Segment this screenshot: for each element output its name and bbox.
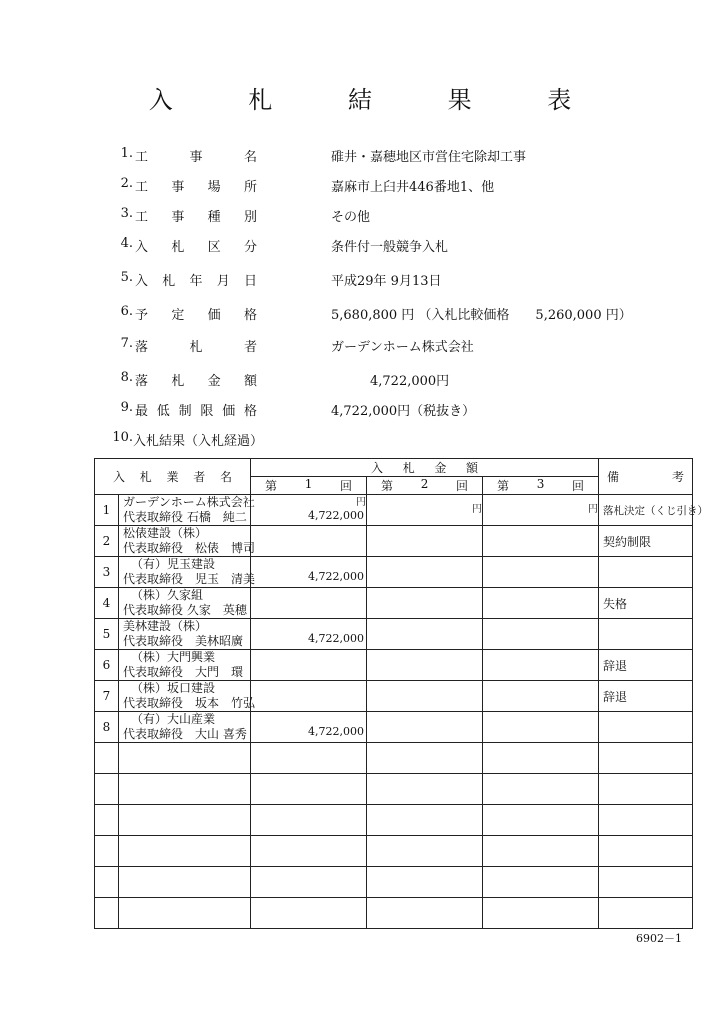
amount-value xyxy=(483,660,598,670)
info-label-char: 札 xyxy=(171,374,185,389)
bidder-cell xyxy=(119,619,251,650)
empty-cell xyxy=(119,805,251,836)
header-amount xyxy=(251,459,599,477)
info-label-char: 日 xyxy=(243,274,257,289)
representative-name: 代表取締役 久家 英穂 xyxy=(123,603,247,617)
amount-value xyxy=(483,629,598,639)
amount-value xyxy=(367,660,482,670)
representative-name: 代表取締役 坂本 竹弘 xyxy=(123,696,256,710)
info-row xyxy=(105,370,705,390)
yen-unit: 円 xyxy=(472,504,483,515)
empty-cell xyxy=(483,836,599,867)
company-name: ガーデンホーム株式会社 xyxy=(123,495,255,509)
header-round-label-char: 回 xyxy=(339,479,352,493)
header-round-label-char: 回 xyxy=(455,479,468,493)
info-label xyxy=(135,336,257,355)
representative-name: 代表取締役 児玉 清美 xyxy=(123,572,256,586)
empty-cell xyxy=(95,805,119,836)
info-value: ガーデンホーム株式会社 xyxy=(331,340,474,355)
empty-cell xyxy=(251,774,367,805)
note-cell xyxy=(599,619,693,650)
amount-value: 4,722,000 xyxy=(308,570,365,583)
header-round-label-char: 1 xyxy=(304,477,313,491)
empty-cell xyxy=(251,743,367,774)
row-number: 2 xyxy=(95,526,119,557)
representative-name: 代表取締役 大門 環 xyxy=(123,665,244,679)
amount-value: 4,722,000 xyxy=(308,509,365,522)
empty-cell xyxy=(251,867,367,898)
info-label-char: 格 xyxy=(243,404,257,419)
table-row xyxy=(95,650,693,681)
bidder-cell xyxy=(119,681,256,712)
amount-value xyxy=(367,536,482,546)
round-3-amount xyxy=(483,712,599,743)
info-row xyxy=(105,270,705,290)
page-number: 6902－1 xyxy=(636,932,682,945)
amount-value xyxy=(367,722,482,732)
yen-unit: 円 xyxy=(356,497,367,508)
amount-value xyxy=(483,598,598,608)
round-3-amount xyxy=(483,495,599,526)
company-name: （有）児玉建設 xyxy=(131,557,216,571)
info-label-char: 限 xyxy=(200,404,214,419)
empty-cell xyxy=(483,743,599,774)
row-number: 3 xyxy=(95,557,119,588)
table-row xyxy=(95,681,693,712)
row-number: 1 xyxy=(95,495,119,526)
round-1-amount xyxy=(251,650,367,681)
round-1-amount xyxy=(251,557,367,588)
bid-results-table-wrap xyxy=(94,458,709,921)
info-row xyxy=(105,206,705,226)
bidder-cell xyxy=(119,495,255,526)
note-cell xyxy=(599,712,693,743)
round-3-amount xyxy=(483,588,599,619)
header-bidder-label-char: 名 xyxy=(220,470,233,484)
info-label-char: 金 xyxy=(207,374,221,389)
header-round-label-char: 第 xyxy=(381,479,394,493)
info-label-char: 格 xyxy=(243,308,257,323)
row-number: 4 xyxy=(95,588,119,619)
round-1-amount xyxy=(251,495,367,526)
info-label-char: 予 xyxy=(135,308,149,323)
info-label xyxy=(135,370,257,389)
info-label xyxy=(135,236,257,255)
round-2-amount xyxy=(367,650,483,681)
empty-cell xyxy=(251,805,367,836)
empty-cell xyxy=(119,774,251,805)
info-label-char: 札 xyxy=(162,274,176,289)
empty-cell xyxy=(483,898,599,929)
note-cell: 辞退 xyxy=(599,681,693,712)
empty-cell xyxy=(95,836,119,867)
header-round-label xyxy=(367,477,482,494)
round-1-amount xyxy=(251,619,367,650)
empty-cell xyxy=(367,867,483,898)
header-bidder-label-char: 業 xyxy=(166,470,179,484)
table-row xyxy=(95,588,693,619)
bid-results-table xyxy=(94,458,709,929)
bidder-cell xyxy=(119,650,251,681)
info-row xyxy=(105,336,705,356)
info-label-char: 区 xyxy=(207,240,221,255)
info-value: 碓井・嘉穂地区市営住宅除却工事 xyxy=(331,150,527,165)
round-2-amount xyxy=(367,557,483,588)
info-label: 入札結果（入札経過） xyxy=(133,434,264,449)
yen-unit: 円 xyxy=(588,504,599,515)
info-row xyxy=(105,146,705,166)
company-name: （株）久家組 xyxy=(131,588,204,602)
empty-cell xyxy=(599,836,693,867)
info-label-char: 最 xyxy=(135,404,149,419)
table-row xyxy=(95,495,693,526)
note-cell: 落札決定（くじ引き） xyxy=(599,495,693,526)
info-label xyxy=(135,400,257,419)
header-amount-label-char: 金 xyxy=(434,461,447,475)
empty-cell xyxy=(483,805,599,836)
header-round-label-char: 回 xyxy=(572,479,585,493)
empty-cell xyxy=(119,867,251,898)
empty-cell xyxy=(251,898,367,929)
table-row xyxy=(95,557,693,588)
info-label-char: 価 xyxy=(222,404,236,419)
info-label xyxy=(135,206,257,225)
representative-name: 代表取締役 松俵 博司 xyxy=(123,541,256,555)
amount-value xyxy=(251,691,366,701)
bidder-cell xyxy=(119,557,256,588)
info-label-char: 入 xyxy=(135,274,149,289)
info-number: 10. xyxy=(112,430,133,445)
header-note-label-char: 考 xyxy=(672,470,685,484)
header-round-label-char: 2 xyxy=(420,477,429,491)
info-label xyxy=(135,270,257,289)
header-bidder-label-char: 札 xyxy=(139,470,152,484)
representative-name: 代表取締役 大山 喜秀 xyxy=(123,727,247,741)
info-label-char: 年 xyxy=(189,274,203,289)
info-label-char: 落 xyxy=(135,340,149,355)
info-label-char: 場 xyxy=(207,180,221,195)
header-bidder-label xyxy=(95,468,250,485)
info-row xyxy=(105,176,705,196)
empty-cell xyxy=(95,867,119,898)
empty-cell xyxy=(367,836,483,867)
table-row xyxy=(95,526,693,557)
info-label-char: 者 xyxy=(243,340,257,355)
empty-row xyxy=(95,867,693,898)
company-name: （株）坂口建設 xyxy=(131,681,216,695)
round-1-amount xyxy=(251,526,367,557)
info-label-char: 定 xyxy=(171,308,185,323)
info-number: 9. xyxy=(120,400,133,415)
amount-value xyxy=(367,629,482,639)
info-label-char: 別 xyxy=(243,210,257,225)
info-label-char: 分 xyxy=(243,240,257,255)
amount-value xyxy=(367,691,482,701)
note-cell: 辞退 xyxy=(599,650,693,681)
info-label-char: 事 xyxy=(171,180,185,195)
info-value: 4,722,000円（税抜き） xyxy=(331,404,476,419)
round-1-amount xyxy=(251,588,367,619)
empty-cell xyxy=(599,743,693,774)
round-2-amount xyxy=(367,588,483,619)
amount-value xyxy=(367,598,482,608)
info-number: 2. xyxy=(120,176,133,191)
bidder-cell xyxy=(119,712,251,743)
bidder-cell xyxy=(119,588,251,619)
info-label-char: 工 xyxy=(135,210,149,225)
amount-value xyxy=(483,722,598,732)
info-number: 7. xyxy=(120,336,133,351)
round-3-amount xyxy=(483,650,599,681)
info-value: 条件付一般競争入札 xyxy=(331,240,449,255)
info-value: 4,722,000円 xyxy=(331,374,450,389)
header-round-1 xyxy=(251,477,367,495)
empty-cell xyxy=(95,774,119,805)
info-row xyxy=(105,400,705,420)
amount-value: 4,722,000 xyxy=(308,725,365,738)
header-round-label xyxy=(251,477,366,494)
info-label-char: 事 xyxy=(171,210,185,225)
empty-cell xyxy=(95,743,119,774)
info-label xyxy=(135,146,257,165)
representative-name: 代表取締役 美林昭廣 xyxy=(123,634,244,648)
info-row xyxy=(105,304,705,324)
page-title: 入 札 結 果 表 xyxy=(148,86,606,114)
table-row xyxy=(95,619,693,650)
info-number: 8. xyxy=(120,370,133,385)
info-label-char: 札 xyxy=(189,340,203,355)
info-value: その他 xyxy=(331,210,371,225)
empty-cell xyxy=(119,836,251,867)
info-label-char: 札 xyxy=(171,240,185,255)
info-label-char: 事 xyxy=(189,150,203,165)
company-name: 松俵建設（株） xyxy=(123,526,208,540)
round-1-amount xyxy=(251,681,367,712)
empty-row xyxy=(95,743,693,774)
empty-cell xyxy=(119,743,251,774)
info-value: 5,680,800 円 （入札比較価格 5,260,000 円） xyxy=(331,308,632,323)
round-2-amount xyxy=(367,526,483,557)
company-name: （株）大門興業 xyxy=(131,650,216,664)
empty-cell xyxy=(599,867,693,898)
info-row xyxy=(105,236,705,256)
note-cell xyxy=(599,557,693,588)
empty-row xyxy=(95,836,693,867)
info-number: 5. xyxy=(120,270,133,285)
empty-cell xyxy=(367,898,483,929)
info-label-char: 月 xyxy=(216,274,230,289)
info-row xyxy=(105,430,705,450)
empty-cell xyxy=(599,805,693,836)
company-name: （有）大山産業 xyxy=(131,712,216,726)
round-3-amount xyxy=(483,557,599,588)
round-2-amount xyxy=(367,495,483,526)
empty-cell xyxy=(367,774,483,805)
company-name: 美林建設（株） xyxy=(123,619,208,633)
empty-cell xyxy=(95,898,119,929)
round-3-amount xyxy=(483,681,599,712)
round-2-amount xyxy=(367,681,483,712)
amount-value xyxy=(483,536,598,546)
empty-cell xyxy=(599,898,693,929)
header-round-label-char: 3 xyxy=(536,477,545,491)
info-label-char: 制 xyxy=(178,404,192,419)
note-cell: 契約制限 xyxy=(599,526,693,557)
empty-cell xyxy=(483,774,599,805)
header-round-label-char: 第 xyxy=(265,479,278,493)
header-note-label-char: 備 xyxy=(607,470,620,484)
header-bidder-label-char: 者 xyxy=(193,470,206,484)
info-label-char: 低 xyxy=(156,404,170,419)
table-row xyxy=(95,712,693,743)
info-value: 嘉麻市上臼井446番地1、他 xyxy=(331,180,495,195)
header-round-label xyxy=(483,477,598,494)
empty-cell xyxy=(119,898,251,929)
info-label-char: 名 xyxy=(243,150,257,165)
header-round-3 xyxy=(483,477,599,495)
empty-row xyxy=(95,898,693,929)
info-label-char: 落 xyxy=(135,374,149,389)
header-note xyxy=(599,459,693,495)
header-amount-label-char: 札 xyxy=(402,461,415,475)
header-bidder-label-char: 入 xyxy=(113,470,126,484)
amount-value xyxy=(251,660,366,670)
header-round-label-char: 第 xyxy=(497,479,510,493)
info-label-char: 種 xyxy=(207,210,221,225)
header-amount-label-char: 入 xyxy=(371,461,384,475)
empty-cell xyxy=(367,805,483,836)
info-number: 1. xyxy=(120,146,133,161)
amount-value xyxy=(251,536,366,546)
amount-value: 4,722,000 xyxy=(308,632,365,645)
info-label-char: 入 xyxy=(135,240,149,255)
empty-cell xyxy=(367,743,483,774)
round-1-amount xyxy=(251,712,367,743)
round-2-amount xyxy=(367,712,483,743)
amount-value xyxy=(367,567,482,577)
amount-value xyxy=(483,691,598,701)
info-value: 平成29年 9月13日 xyxy=(331,274,442,289)
empty-cell xyxy=(483,867,599,898)
header-amount-label xyxy=(251,459,598,476)
empty-cell xyxy=(599,774,693,805)
info-number: 6. xyxy=(120,304,133,319)
row-number: 6 xyxy=(95,650,119,681)
representative-name: 代表取締役 石橋 純二 xyxy=(123,510,247,524)
note-cell: 失格 xyxy=(599,588,693,619)
info-label-char: 所 xyxy=(243,180,257,195)
info-label-char: 価 xyxy=(207,308,221,323)
row-number: 5 xyxy=(95,619,119,650)
empty-row xyxy=(95,774,693,805)
row-number: 7 xyxy=(95,681,119,712)
row-number: 8 xyxy=(95,712,119,743)
info-label-char: 工 xyxy=(135,180,149,195)
empty-row xyxy=(95,805,693,836)
header-amount-label-char: 額 xyxy=(466,461,479,475)
header-note-label xyxy=(599,468,692,485)
amount-value xyxy=(483,567,598,577)
info-label xyxy=(135,176,257,195)
info-number: 4. xyxy=(120,236,133,251)
info-label xyxy=(135,304,257,323)
bidder-cell xyxy=(119,526,256,557)
header-bidder xyxy=(95,459,251,495)
info-label-char: 工 xyxy=(135,150,149,165)
empty-cell xyxy=(251,836,367,867)
round-3-amount xyxy=(483,526,599,557)
header-round-2 xyxy=(367,477,483,495)
info-label-char: 額 xyxy=(243,374,257,389)
round-3-amount xyxy=(483,619,599,650)
header-row-1 xyxy=(95,459,693,477)
amount-value xyxy=(251,598,366,608)
info-number: 3. xyxy=(120,206,133,221)
round-2-amount xyxy=(367,619,483,650)
